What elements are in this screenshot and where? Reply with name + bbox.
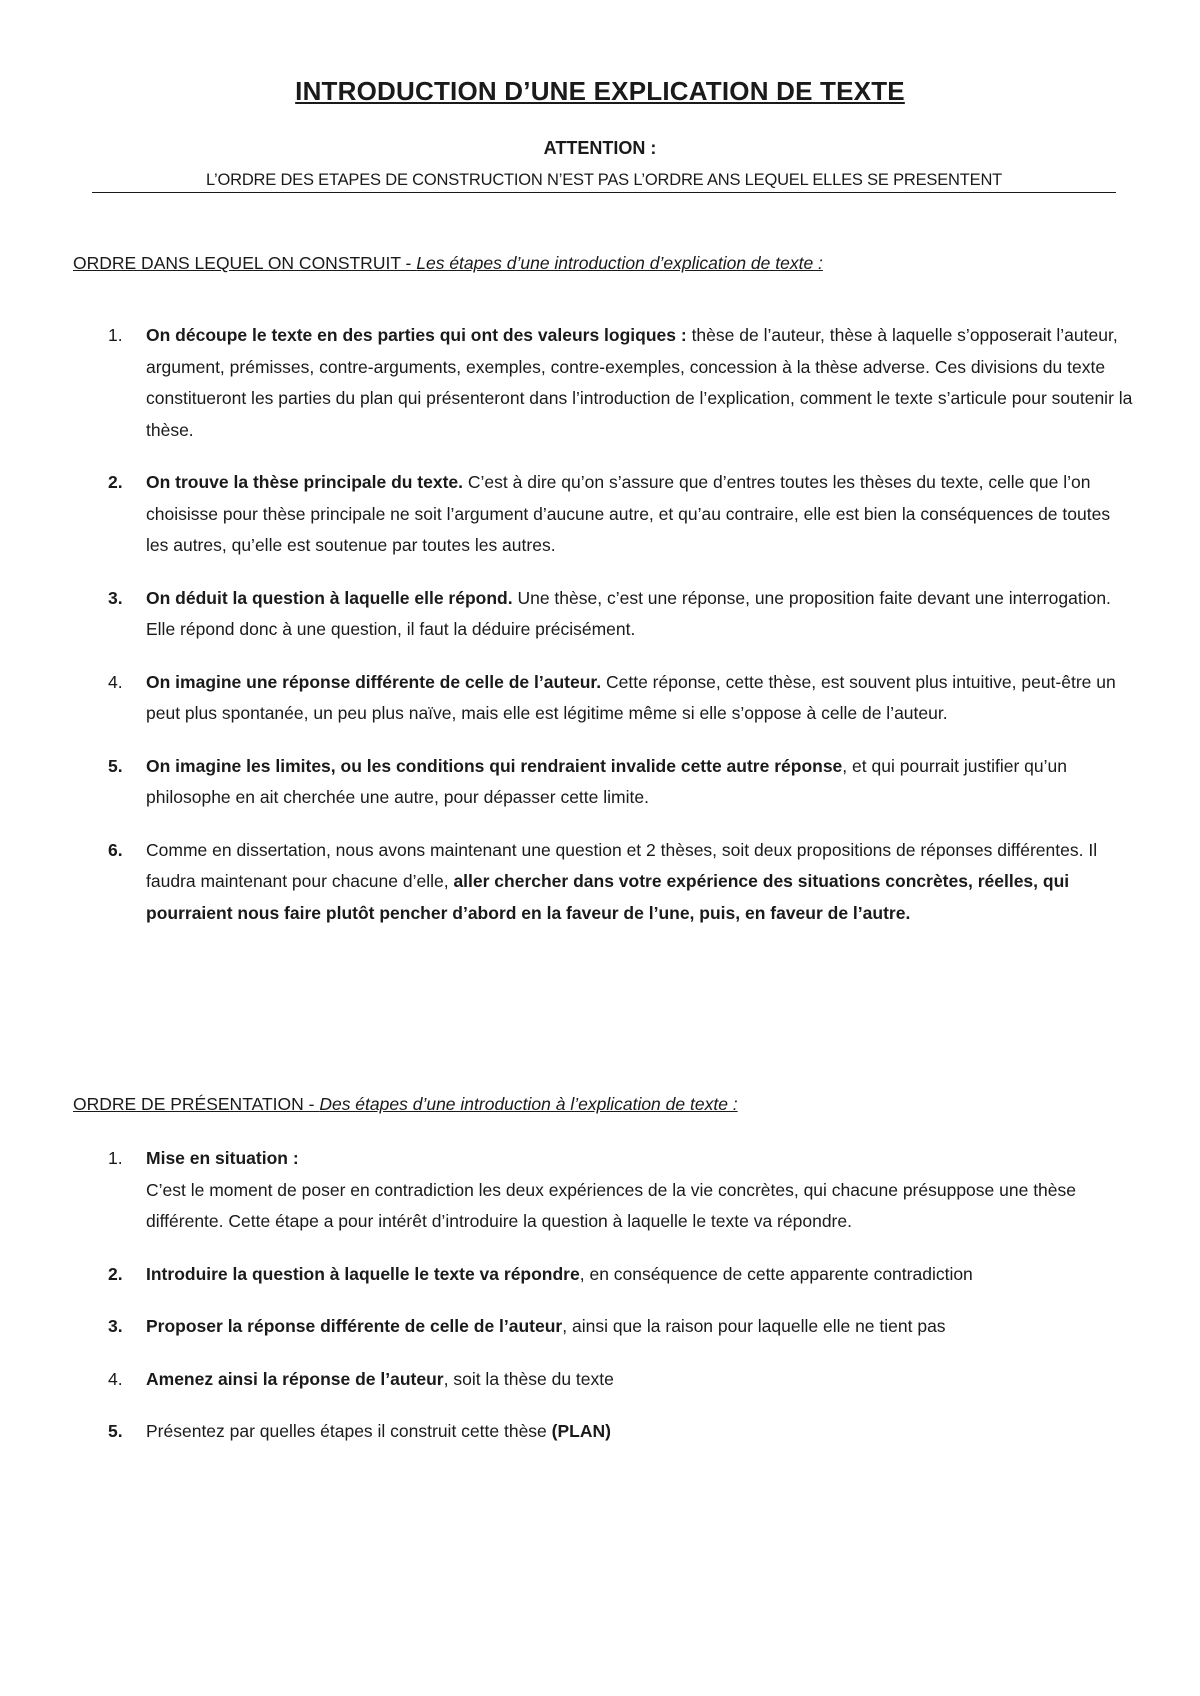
list-item	[73, 320, 1135, 446]
list-number: 3.	[108, 1316, 123, 1336]
step-bold-text: Mise en situation :	[146, 1148, 299, 1168]
step-text: , et qui pourrait justifier qu’un philosophe en ait cherchée une autre, pour dépasser cette limite.	[146, 755, 1068, 807]
section-construction-heading	[73, 253, 823, 274]
section-presentation-heading-text: ORDRE DE PRÉSENTATION -	[73, 1094, 320, 1114]
list-item	[73, 1311, 1135, 1343]
step-text: C’est le moment de poser en contradiction les deux expériences de la vie concrètes, qui chacune présuppose une thèse différente. Cette étape a pour intérêt d’introduire la question à laquelle le texte va répondre.	[146, 1179, 1077, 1231]
list-item	[73, 1416, 1135, 1448]
step-bold-text: On découpe le texte en des parties qui ont des valeurs logiques :	[146, 325, 687, 345]
step-bold-text: Proposer la réponse différente de celle de l’auteur	[146, 1316, 563, 1336]
section-presentation-heading	[73, 1094, 738, 1115]
list-number: 2.	[108, 472, 123, 492]
list-number: 6.	[108, 839, 123, 860]
step-bold-text: On imagine une réponse différente de celle de l’auteur.	[146, 671, 602, 692]
step-bold-text: Amenez ainsi la réponse de l’auteur	[146, 1368, 444, 1389]
list-number: 5.	[108, 1421, 123, 1441]
list-number: 5.	[108, 755, 123, 776]
construction-steps-list	[73, 320, 1135, 950]
step-bold-text: aller chercher dans votre expérience des situations concrètes, réelles, qui pourraient nous faire plutôt pencher d’abord en la faveur de l’une, puis, en faveur de l’autre.	[146, 871, 1070, 923]
step-text: Une thèse, c’est une réponse, une proposition faite devant une interrogation. Elle répond donc à une question, il faut la déduire précisément.	[146, 587, 1111, 639]
list-number: 4.	[108, 1368, 123, 1389]
list-item	[73, 467, 1135, 562]
attention-label: ATTENTION :	[543, 138, 657, 158]
list-number: 3.	[108, 587, 123, 608]
section-presentation-heading-italic: Des étapes d’une introduction à l’explication de texte :	[319, 1094, 738, 1114]
section-construction-heading-text: ORDRE DANS LEQUEL ON CONSTRUIT -	[73, 253, 417, 273]
order-notice: L’ORDRE DES ETAPES DE CONSTRUCTION N’EST PAS L’ORDRE ANS LEQUEL ELLES SE PRESENTENT	[92, 171, 1116, 193]
list-item	[73, 667, 1135, 730]
step-text: , ainsi que la raison pour laquelle elle ne tient pas	[562, 1316, 946, 1336]
list-item	[73, 1364, 1135, 1396]
list-number: 4.	[108, 671, 123, 692]
step-bold-text: Introduire la question à laquelle le texte va répondre	[146, 1263, 580, 1284]
list-item	[73, 1143, 1135, 1238]
step-bold-text: On déduit la question à laquelle elle répond.	[146, 587, 513, 608]
step-text: , soit la thèse du texte	[443, 1368, 614, 1389]
step-bold-text: On trouve la thèse principale du texte.	[146, 472, 464, 492]
step-text: , en conséquence de cette apparente contradiction	[579, 1263, 973, 1284]
step-text: Présentez par quelles étapes il construit cette thèse	[146, 1421, 552, 1441]
list-item	[73, 583, 1135, 646]
list-number: 2.	[108, 1263, 123, 1284]
step-text: thèse de l’auteur, thèse à laquelle s’opposerait l’auteur, argument, prémisses, contre-arguments, exemples, contre-exemples, concession à la thèse adverse. Ces divisions du texte constitueront les parties du plan qui présenteront dans l’introduction de l’explication, comment le texte s’articule pour soutenir la thèse.	[146, 325, 1133, 440]
section-construction-heading-italic: Les étapes d’une introduction d’explication de texte :	[416, 253, 823, 273]
step-text: Comme en dissertation, nous avons maintenant une question et 2 thèses, soit deux propositions de réponses différentes. Il faudra maintenant pour chacune d’elle,	[146, 839, 1098, 891]
document-title: INTRODUCTION D’UNE EXPLICATION DE TEXTE	[295, 76, 905, 106]
step-text: Cette réponse, cette thèse, est souvent plus intuitive, peut-être un peut plus spontanée, un peu plus naïve, mais elle est légitime même si elle s’oppose à celle de l’auteur.	[146, 671, 1116, 723]
step-bold-text: On imagine les limites, ou les conditions qui rendraient invalide cette autre réponse	[146, 755, 843, 776]
step-text: C’est à dire qu’on s’assure que d’entres toutes les thèses du texte, celle que l’on choisisse pour thèse principale ne soit l’argument d’aucune autre, et qu’au contraire, elle est bien la conséquences de toutes les autres, qu’elle est soutenue par toutes les autres.	[146, 472, 1111, 555]
list-item	[73, 751, 1135, 814]
list-number: 1.	[108, 1148, 123, 1168]
presentation-steps-list	[73, 1143, 1135, 1469]
step-bold-text: (PLAN)	[551, 1421, 611, 1441]
list-number: 1.	[108, 325, 123, 345]
list-item	[73, 835, 1135, 930]
list-item	[73, 1259, 1135, 1291]
